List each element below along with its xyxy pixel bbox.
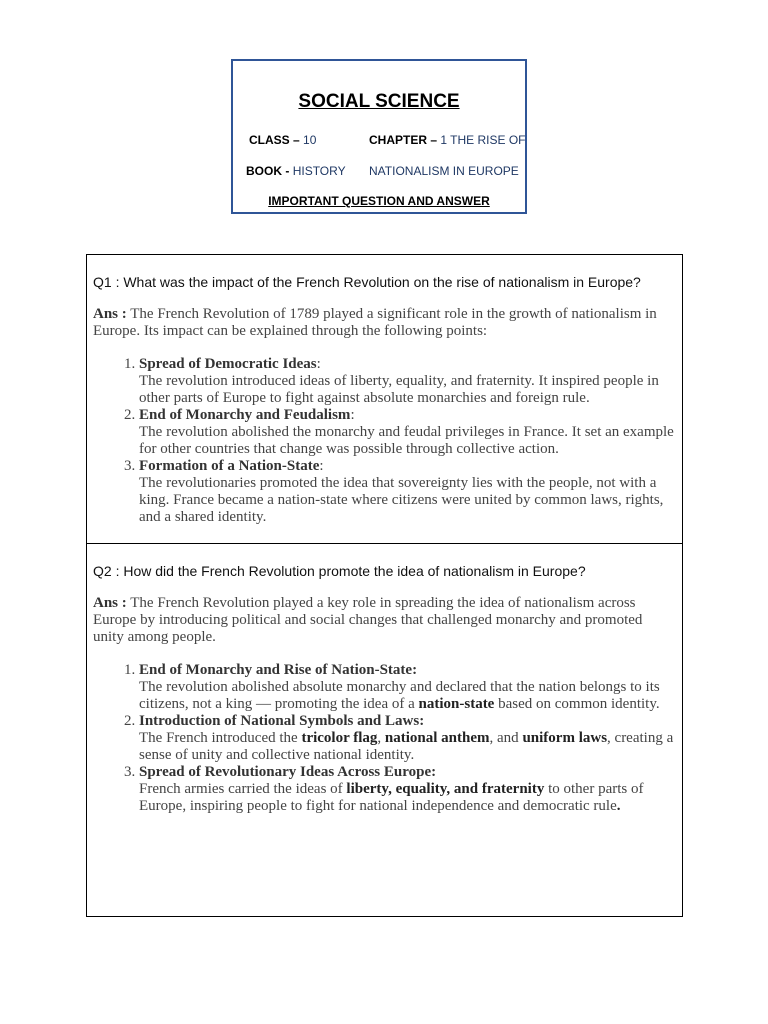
point-title: Introduction of National Symbols and Laws: [139, 713, 425, 729]
list-item [139, 458, 674, 526]
page-title: SOCIAL SCIENCE [298, 91, 460, 112]
answer-1-points [93, 356, 674, 526]
answer-label: Ans : [93, 595, 127, 611]
question-2-box [86, 543, 683, 917]
point-body: The revolution introduced ideas of liberty, equality, and fraternity. It inspired people in other parts of Europe to fight against absolute monarchies and foreign rule. [139, 373, 659, 406]
point-text: , and [489, 730, 523, 746]
point-emphasis: liberty, equality, and fraternity [346, 781, 545, 797]
question-1-box [86, 254, 683, 544]
question-1: Q1 : What was the impact of the French Revolution on the rise of nationalism in Europe? [93, 274, 641, 290]
point-body: The revolution abolished the monarchy and feudal privileges in France. It set an example for other countries that change was possible through collective action. [139, 424, 674, 457]
point-body [139, 679, 660, 712]
class-info [249, 133, 316, 147]
point-title: End of Monarchy and Feudalism [139, 407, 351, 423]
chapter-value: 1 THE RISE OF [440, 133, 526, 147]
title-box [231, 59, 527, 214]
answer-2-points [93, 662, 674, 815]
point-emphasis: . [616, 798, 621, 814]
list-item [139, 764, 674, 815]
subtitle: IMPORTANT QUESTION AND ANSWER [268, 194, 490, 208]
chapter-info-continued [369, 164, 519, 178]
chapter-label: CHAPTER – [369, 133, 438, 147]
answer-1-intro [93, 306, 674, 340]
class-label: CLASS – [249, 133, 300, 147]
answer-2-text: The French Revolution played a key role in spreading the idea of nationalism across Europe by introducing political and social changes that challenged monarchy and promoted unity among people. [93, 595, 643, 645]
list-item [139, 407, 674, 458]
book-label: BOOK - [246, 164, 290, 178]
list-item [139, 662, 674, 713]
point-text: The French introduced the [139, 730, 302, 746]
chapter-info [369, 133, 526, 147]
point-title: End of Monarchy and Rise of Nation-State: [139, 662, 418, 678]
list-item [139, 356, 674, 407]
point-body [139, 781, 643, 814]
list-item [139, 713, 674, 764]
point-title: Formation of a Nation-State [139, 458, 320, 474]
point-separator: : [316, 356, 321, 372]
point-text: to other parts of Europe, inspiring people to fight for national independence and democratic rule [139, 781, 644, 814]
question-2: Q2 : How did the French Revolution promote the idea of nationalism in Europe? [93, 563, 586, 579]
point-body: The revolutionaries promoted the idea that sovereignty lies with the people, not with a king. France became a nation-state where citizens were united by common laws, rights, and a shared identity. [139, 475, 664, 525]
chapter-value-line2: NATIONALISM IN EUROPE [369, 164, 519, 178]
book-info [246, 164, 346, 178]
point-separator: : [350, 407, 355, 423]
answer-label: Ans : [93, 306, 127, 322]
point-separator: : [319, 458, 324, 474]
point-text: The revolution abolished absolute monarchy and declared that the nation belongs to its citizens, not a king — promoting the idea of a [139, 679, 660, 712]
point-text: based on common identity. [494, 696, 660, 712]
answer-1-text: The French Revolution of 1789 played a significant role in the growth of nationalism in Europe. Its impact can be explained through the following points: [93, 306, 657, 339]
book-value: HISTORY [292, 164, 346, 178]
point-text: French armies carried the ideas of [139, 781, 347, 797]
point-emphasis: uniform laws [522, 730, 608, 746]
point-text: , [377, 730, 385, 746]
point-body [139, 730, 673, 763]
class-value: 10 [303, 133, 317, 147]
point-emphasis: national anthem [384, 730, 490, 746]
point-emphasis: nation-state [418, 696, 495, 712]
answer-2-intro [93, 595, 674, 646]
point-title: Spread of Revolutionary Ideas Across Europe: [139, 764, 437, 780]
point-emphasis: tricolor flag [301, 730, 378, 746]
point-text: , creating a sense of unity and collective national identity. [139, 730, 674, 763]
point-title: Spread of Democratic Ideas [139, 356, 317, 372]
